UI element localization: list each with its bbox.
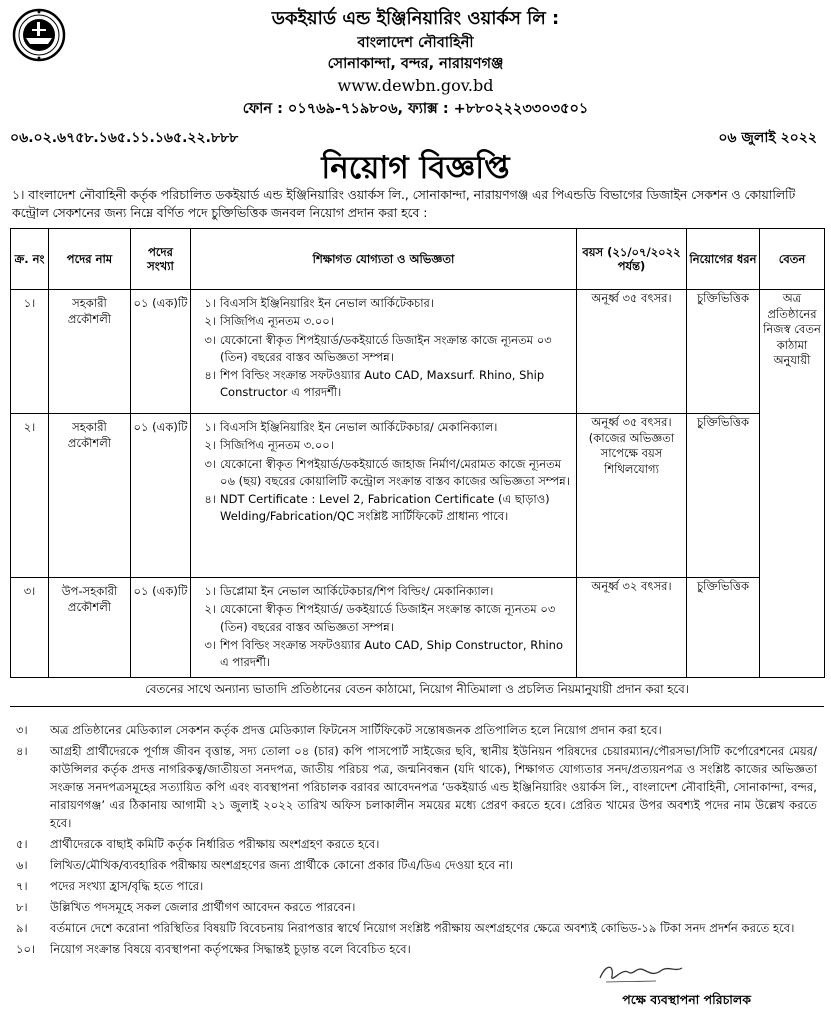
row-age: অনূর্ধ্ব ৩২ বৎসর। — [577, 578, 687, 678]
list-item: ৮। উল্লিখিত পদসমূহে সকল জেলার প্রার্থীগণ আবেদন করতে পারবেন। — [16, 899, 356, 914]
table-row — [11, 290, 825, 414]
row-serial: ১। — [11, 290, 49, 414]
header-count: পদের সংখ্যা — [131, 229, 191, 290]
list-item: ২। সিজিপিএ ন্যূনতম ৩.০০। — [204, 438, 334, 453]
list-item: ৩। যেকোনো স্বীকৃত শিপইয়ার্ড/ডকইয়ার্ডে জাহাজ নির্মাণ/মেরামত কাজে ন্যূনতম ০৬ (ছয়) বছরের কোয়ালিটি কন্ট্রোল সংক্রান্ত বাস্তব কাজের অভিজ্ঞতা সম্পন্ন। — [204, 456, 570, 488]
vacancy-table — [10, 228, 825, 678]
row-type: চুক্তিভিত্তিক — [687, 578, 760, 678]
organization-contact: ফোন : ০১৭৬৯-৭১৯৮০৬, ফ্যাক্স : +৮৮০২২২৩৩০৩৫০১ — [242, 101, 589, 117]
row-post: উপ-সহকারী প্রকৌশলী — [49, 578, 131, 678]
row-type: চুক্তিভিত্তিক — [687, 290, 760, 414]
memo-number: ০৬.০২.৬৭৫৮.১৬৫.১১.১৬৫.২২.৮৮৮ — [10, 130, 239, 146]
signature-icon — [596, 958, 686, 986]
list-item: ৪। NDT Certificate : Level 2, Fabrication Certificate (এ ছাড়াও) Welding/Fabrication/QC সংশ্লিষ্ট সার্টিফিকেট প্রাধান্য পাবে। — [204, 492, 550, 524]
table-row — [11, 414, 825, 578]
list-item: ৯। বর্তমানে দেশে করোনা পরিস্থিতির বিষয়টি বিবেচনায় নিরাপত্তার স্বার্থে নিয়োগ সংশ্লিষ্ট পরীক্ষায় অংশগ্রহণের ক্ষেত্রে অবশ্যই কোভিড-১৯ টিকা সনদ প্রদর্শন করতে হবে। — [16, 920, 795, 935]
table-row — [11, 578, 825, 678]
signer-title: পক্ষে ব্যবস্থাপনা পরিচালক — [622, 992, 751, 1007]
list-item: ৪। শিপ বিল্ডিং সংক্রান্ত সফটওয়্যার Auto CAD, Maxsurf. Rhino, Ship Constructor এ পারদর্শী। — [204, 368, 545, 400]
salary-note: বেতনের সাথে অন্যান্য ভাতাদি প্রতিষ্ঠানের বেতন কাঠামো, নিয়োগ নীতিমালা ও প্রচলিত নিয়মানুযায়ী প্রদান করা হবে। — [10, 680, 824, 707]
list-item: ৩। অত্র প্রতিষ্ঠানের মেডিক্যাল সেকশন কর্তৃক প্রদত্ত মেডিক্যাল ফিটনেস সার্টিফিকেট সন্তোষজনক প্রতিপালিত হলে নিয়োগ প্রদান করা হবে। — [16, 723, 662, 737]
row-serial: ২। — [11, 414, 49, 578]
table-header-row — [11, 229, 825, 290]
row-post: সহকারী প্রকৌশলী — [49, 290, 131, 414]
list-item: ২। সিজিপিএ ন্যূনতম ৩.০০। — [204, 314, 334, 329]
organization-address: সোনাকান্দা, বন্দর, নারায়ণগঞ্জ — [327, 56, 504, 72]
header-qualification: শিক্ষাগত যোগ্যতা ও অভিজ্ঞতা — [191, 229, 577, 290]
list-item: ৩। শিপ বিল্ডিং সংক্রান্ত সফটওয়্যার Auto CAD, Ship Constructor, Rhino এ পারদর্শী। — [204, 637, 563, 669]
header-post: পদের নাম — [49, 229, 131, 290]
notice-date: ০৬ জুলাই ২০২২ — [718, 130, 817, 146]
row-count: ০১ (এক)টি — [131, 290, 191, 414]
header-type: নিয়োগের ধরন — [687, 229, 760, 290]
row-age: অনূর্ধ্ব ৩৫ বৎসর। (কাজের অভিজ্ঞতা সাপেক্ষে বয়স শিথিলযোগ্য — [577, 414, 687, 578]
list-item: ২। যেকোনো স্বীকৃত শিপইয়ার্ড/ ডকইয়ার্ডে ডিজাইন সংক্রান্ত কাজে ন্যূনতম ০৩ (তিন) বছরের বাস্তব অভিজ্ঞতা সম্পন্ন। — [204, 602, 556, 634]
list-item: ১০। নিয়োগ সংক্রান্ত বিষয়ে ব্যবস্থাপনা কর্তৃপক্ষের সিদ্ধান্তই চূড়ান্ত বলে বিবেচিত হবে। — [16, 941, 411, 956]
list-item: ৩। যেকোনো স্বীকৃত শিপইয়ার্ড/ডকইয়ার্ডে ডিজাইন সংক্রান্ত কাজে ন্যূনতম ০৩ (তিন) বছরের বাস্তব অভিজ্ঞতা সম্পন্ন। — [204, 332, 552, 364]
list-item: ৬। লিখিত/মৌখিক/ব্যবহারিক পরীক্ষায় অংশগ্রহণের জন্য প্রার্থীকে কোনো প্রকার টিএ/ডিএ দেওয়া হবে না। — [16, 857, 514, 872]
organization-website: www.dewbn.gov.bd — [337, 76, 494, 95]
list-item: ৪। আগ্রহী প্রার্থীদেরকে পূর্ণাঙ্গ জীবন বৃত্তান্ত, সদ্য তোলা ০৪ (চার) কপি পাসপোর্ট সাইজের ছবি, স্থানীয় ইউনিয়ন পরিষদের চেয়ারম্যান/পৌরসভা/সিটি কর্পোরেশনের মেয়র/কাউন্সিলর কর্তৃক প্রদত্ত নাগরিকত্ব/জাতীয়তা সনদপত্র, জাতীয় পরিচয় পত্র, জন্মনিবন্ধন (যদি থাকে), শিক্ষাগত যোগ্যতার সনদ/প্রত্যয়নপত্র ও সংশ্লিষ্ট কাজের অভিজ্ঞতা সংক্রান্ত সনদপত্রসমূহের সত্যায়িত কপি এবং ব্যবস্থাপনা পরিচালক বরাবর আবেদনপত্র ‘ডকইয়ার্ড এন্ড ইঞ্জিনিয়ারিং ওয়ার্কস লি., বাংলাদেশ নৌবাহিনী, সোনাকান্দা, বন্দর, নারায়ণগঞ্জ’ এর ঠিকানায় আগামী ২১ জুলাই ২০২২ তারিখ অফিস চলাকালীন সময়ের মধ্যে প্রেরণ করতে হবে। প্রেরিত খামের উপর অবশ্যই পদের নাম উল্লেখ করতে হবে। — [16, 743, 817, 830]
row-age: অনূর্ধ্ব ৩৫ বৎসর। — [577, 290, 687, 414]
row-serial: ৩। — [11, 578, 49, 678]
header-age: বয়স (২১/০৭/২০২২ পর্যন্ত) — [577, 229, 687, 290]
row-count: ০১ (এক)টি — [131, 414, 191, 578]
list-item: ১। ডিপ্লোমা ইন নেভাল আর্কিটেকচার/শিপ বিল্ডিং/ মেকানিক্যাল। — [204, 584, 494, 598]
header-salary: বেতন — [760, 229, 825, 290]
row-qualification — [191, 414, 577, 578]
list-item: ৫। প্রার্থীদেরকে বাছাই কমিটি কর্তৃক নির্ধারিত পরীক্ষায় অংশগ্রহণ করতে হবে। — [16, 836, 380, 851]
intro-paragraph: ১। বাংলাদেশ নৌবাহিনী কর্তৃক পরিচালিত ডকইয়ার্ড এন্ড ইঞ্জিনিয়ারিং ওয়ার্কস লি., সোনাকান্দা, নারায়ণগঞ্জ এর পিএন্ডডি বিভাগের ডিজাইন সেকশন ও কোয়ালিটি কন্ট্রোল সেকশনের জন্য নিম্নে বর্ণিত পদে চুক্তিভিত্তিক জনবল নিয়োগ প্রদান করা হবে : — [12, 188, 796, 220]
organization-parent: বাংলাদেশ নৌবাহিনী — [357, 35, 474, 51]
list-item: ৭। পদের সংখ্যা হ্রাস/বৃদ্ধি হতে পারে। — [16, 878, 204, 893]
list-item: ১। বিএসসি ইঞ্জিনিয়ারিং ইন নেভাল আর্কিটেকচার/ মেকানিক্যাল। — [204, 420, 498, 434]
row-qualification — [191, 578, 577, 678]
row-qualification — [191, 290, 577, 414]
conditions-list — [12, 722, 817, 962]
row-post: সহকারী প্রকৌশলী — [49, 414, 131, 578]
page-title: নিয়োগ বিজ্ঞপ্তি — [321, 150, 510, 186]
salary-cell: অত্র প্রতিষ্ঠানের নিজস্ব বেতন কাঠামা অনুযায়ী — [760, 290, 825, 678]
list-item: ১। বিএসসি ইঞ্জিনিয়ারিং ইন নেভাল আর্কিটেকচার। — [204, 296, 434, 310]
row-type: চুক্তিভিত্তিক — [687, 414, 760, 578]
row-count: ০১ (এক)টি — [131, 578, 191, 678]
header-serial: ক্র. নং — [11, 229, 49, 290]
organization-name: ডকইয়ার্ড এন্ড ইঞ্জিনিয়ারিং ওয়ার্কস লি : — [271, 8, 560, 29]
